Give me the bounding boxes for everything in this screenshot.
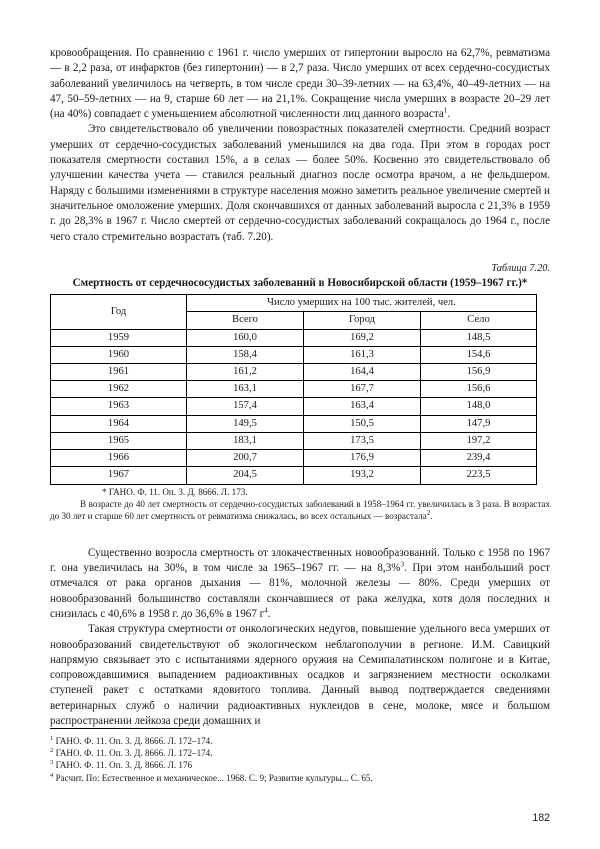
table-row <box>51 432 537 449</box>
table-number-label: Таблица 7.20. <box>491 262 550 274</box>
cell-year: 1967 <box>51 467 187 484</box>
header-village: Село <box>421 312 537 329</box>
cell-total: 157,4 <box>187 398 304 415</box>
cell-village: 156,9 <box>421 364 537 381</box>
header-group: Число умерших на 100 тыс. жителей, чел. <box>187 295 537 312</box>
footnote-item <box>50 735 550 747</box>
cell-total: 200,7 <box>187 450 304 467</box>
cell-village: 147,9 <box>421 415 537 432</box>
cell-village: 239,4 <box>421 450 537 467</box>
cell-total: 158,4 <box>187 346 304 363</box>
cell-year: 1959 <box>51 329 187 346</box>
table-row <box>51 467 537 484</box>
table-body <box>51 329 537 484</box>
page-content <box>50 46 550 729</box>
paragraph-3-part-a: Существенно возросла смертность от злокачественных новообразований. Только с 1958 по 1967 г. она увеличилась на 30%, в том числе за 1965–1967 гг. — на 8,3% <box>50 546 550 575</box>
cell-city: 193,2 <box>304 467 421 484</box>
cell-year: 1964 <box>51 415 187 432</box>
cell-city: 173,5 <box>304 432 421 449</box>
paragraph-3-part-c: . <box>267 608 271 620</box>
table-row <box>51 329 537 346</box>
cell-village: 148,0 <box>421 398 537 415</box>
cell-year: 1962 <box>51 381 187 398</box>
cell-village: 148,5 <box>421 329 537 346</box>
cell-year: 1966 <box>51 450 187 467</box>
footnote-ref-1[interactable]: 1 <box>443 106 448 115</box>
footnote-item <box>50 772 550 784</box>
cell-year: 1961 <box>51 364 187 381</box>
paragraph-2: Это свидетельствовало об увеличении повозрастных показателей смертности. Средний возраст умерших от сердечно-сосудистых заболеваний уменьшился на два года. При этом в городах рост показателя смертности составил 15%, а в селах — более 50%. Косвенно это свидетельствовало об улучшении качества учета — ставился реальный диагноз после осмотра врачом, а не фельдшером. Наряду с большими изменениями в структуре населения можно заметить реальное увеличение смертей и значительное омоложение умерших. Доля скончавшихся от данных заболеваний выросла с 21,3% в 1959 г. до 28,3% в 1967 г. Число смертей от сердечно-сосудистых заболеваний сокращалось до 1964 г., после чего стало стремительно возрастать (таб. 7.20). <box>50 123 550 243</box>
footnote-ref-3[interactable]: 3 <box>400 560 405 569</box>
cell-total: 183,1 <box>187 432 304 449</box>
paragraph-4: Такая структура смертности от онкологических недугов, повышение удельного веса умерших от новообразований свидетельствуют об экологическом неблагополучии в регионе. И.М. Савицкий напрямую связывает это с испытаниями ядерного оружия на Семипалатинском полигоне и в Китае, сопровождавшимися выпадением радиоактивных осадков и загрязнением местности осколками ступеней ракет с остатками ядовитого топлива. Данный вывод подтверждается сведениями ветеринарных служб о наличии радиоактивных нуклеидов в сене, молоке, мясе и большом распространении лейкоза среди домашних и <box>50 623 550 728</box>
footnote-ref-4[interactable]: 4 <box>264 606 268 615</box>
paragraph-continuation <box>50 46 550 122</box>
cell-city: 169,2 <box>304 329 421 346</box>
header-year: Год <box>51 295 187 329</box>
footnote-text: ГАНО. Ф. 11. Оп. 3. Д. 8666. Л. 172–174. <box>55 748 213 759</box>
header-city: Город <box>304 312 421 329</box>
footnote-text: ГАНО. Ф. 11. Оп. 3. Д. 8666. Л. 176 <box>55 760 193 771</box>
cell-village: 154,6 <box>421 346 537 363</box>
cell-year: 1960 <box>51 346 187 363</box>
footnote-marker: 3 <box>50 759 54 767</box>
footnote-separator-rule <box>50 728 200 729</box>
paragraph-1-tail: . <box>447 108 451 121</box>
table-row <box>51 346 537 363</box>
table-note-text: В возрасте до 40 лет смертность от сердечно-сосудистых заболеваний в 1958–1964 гг. увеличилась в 3 раза. В возрастах до 30 лет и старше 60 лет смертность от ревматизма снижалась, во всех остальных — возрастала <box>50 498 550 522</box>
table-note-tail: . <box>430 511 433 522</box>
footnote-ref-2[interactable]: 2 <box>426 509 431 518</box>
spacer <box>50 532 550 546</box>
cell-village: 156,6 <box>421 381 537 398</box>
page-number: 182 <box>532 812 550 824</box>
cell-city: 167,7 <box>304 381 421 398</box>
cell-village: 197,2 <box>421 432 537 449</box>
cell-village: 223,5 <box>421 467 537 484</box>
table-row <box>51 364 537 381</box>
cell-city: 176,9 <box>304 450 421 467</box>
table-row <box>51 450 537 467</box>
cell-total: 160,0 <box>187 329 304 346</box>
cell-year: 1965 <box>51 432 187 449</box>
table-row <box>51 398 537 415</box>
cell-total: 204,5 <box>187 467 304 484</box>
table-row <box>51 415 537 432</box>
cell-total: 161,2 <box>187 364 304 381</box>
footnote-marker: 1 <box>50 734 54 742</box>
cell-city: 150,5 <box>304 415 421 432</box>
footnote-text: Расчит. По: Естественное и механическое... 1968. С. 9; Развитие культуры... С. 65. <box>55 772 373 783</box>
footnote-item <box>50 747 550 759</box>
cell-total: 149,5 <box>187 415 304 432</box>
cell-year: 1963 <box>51 398 187 415</box>
table-source-note: * ГАНО. Ф. 11. Оп. 3. Д. 8666. Л. 173. <box>102 486 248 497</box>
mortality-table <box>50 294 537 484</box>
header-total: Всего <box>187 312 304 329</box>
table-additional-note <box>50 498 550 523</box>
paragraph-1-text: кровообращения. По сравнению с 1961 г. число умерших от гипертонии выросло на 62,7%, ревматизма — в 2,2 раза, от инфарктов (без гипертонии) — в 2,7 раза. Число умерших от всех сердечно-сосудистых заболеваний увеличилось на четверть, в том числе среди 30–39-летних — на 63,4%, 40–49-летних — на 47, 50–59-летних — на 9, старше 60 лет — на 21,1%. Сокращение числа умерших в возрасте 20–29 лет (на 40%) совпадает с уменьшением абсолютной численности лиц данного возраста <box>50 47 550 121</box>
footnote-marker: 2 <box>50 747 54 755</box>
table-header-row-1 <box>51 295 537 312</box>
paragraph-3 <box>50 546 550 622</box>
footnote-section <box>50 728 550 784</box>
table-row <box>51 381 537 398</box>
footnote-item <box>50 759 550 771</box>
paragraph-3-part-b: . При этом наибольший рост отмечался от рака органов дыхания — 81%, молочной железы — 80%. Среди умерших от новообразований большинство составляли скончавшиеся от рака желудка, хотя доля последних и снизилась с 40,6% в 1958 г. до 36,6% в 1967 г <box>50 562 550 620</box>
cell-city: 163,4 <box>304 398 421 415</box>
footnote-text: ГАНО. Ф. 11. Оп. 3. Д. 8666. Л. 172–174. <box>55 736 213 746</box>
table-caption: Смертность от сердечнососудистых заболеваний в Новосибирской области (1959–1967 гг.)* <box>72 276 528 289</box>
cell-total: 163,1 <box>187 381 304 398</box>
footnote-marker: 4 <box>50 771 54 779</box>
cell-city: 164,4 <box>304 364 421 381</box>
cell-city: 161,3 <box>304 346 421 363</box>
